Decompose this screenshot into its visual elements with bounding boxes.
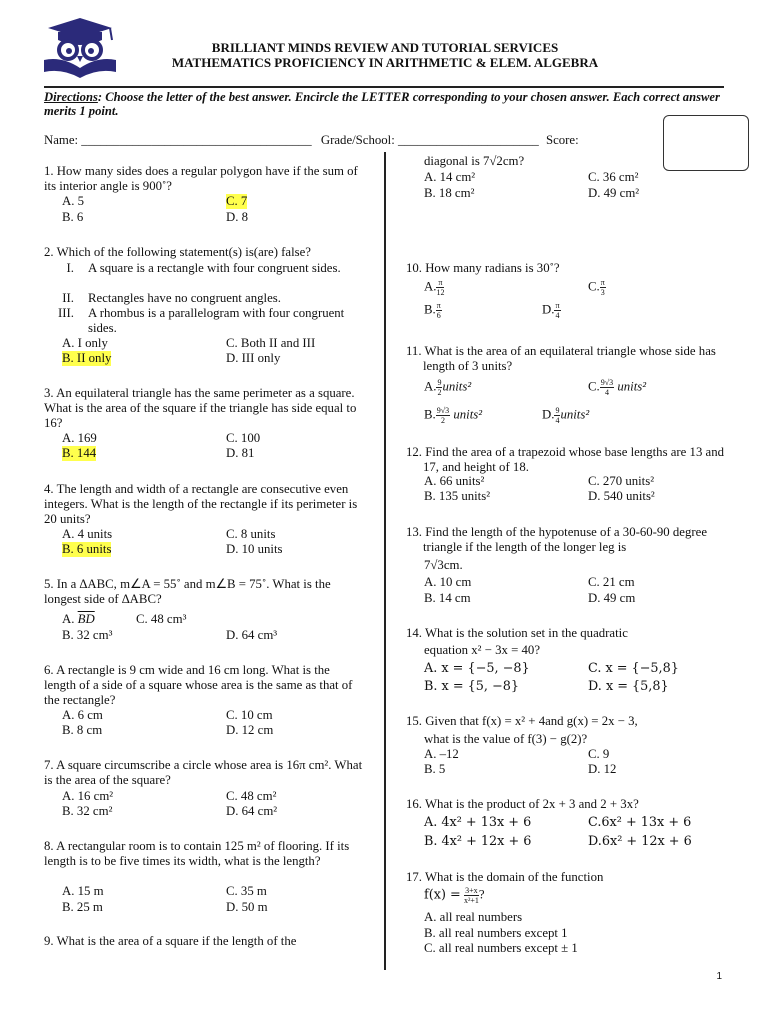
q11-option-d[interactable]: D. $\frac{9}{4}$ units²: [542, 406, 590, 425]
q4-option-d[interactable]: D. 10 units: [226, 542, 283, 556]
q13-option-a[interactable]: A. 10 cm: [424, 575, 472, 589]
q7-option-a[interactable]: A. 16 cm²: [62, 789, 114, 803]
directions: Directions: Choose the letter of the best answer. Encircle the LETTER corresponding to your chosen answer. Each correct answer merits 1 point.: [44, 90, 720, 118]
q5-option-a[interactable]: A. $\overline{BD}$: [62, 612, 95, 626]
q17-option-a[interactable]: A. all real numbers: [424, 910, 523, 924]
q8-option-d[interactable]: D. 50 m: [226, 900, 268, 914]
q12-option-a[interactable]: A. 66 units²: [424, 474, 485, 488]
question-9-continued: diagonal is 7√2cm?: [424, 154, 525, 168]
column-divider: [384, 152, 386, 970]
q10-option-d[interactable]: D. $\frac{\pi}{4}$: [542, 301, 560, 320]
q14-option-c[interactable]: C. x = {−5,8}: [588, 661, 679, 676]
q5-option-d[interactable]: D. 64 cm³: [226, 628, 278, 642]
q16-option-b[interactable]: B. 4x² + 12x + 6: [424, 834, 532, 849]
name-field[interactable]: Name: ____________________________________: [44, 133, 312, 147]
q11-option-b[interactable]: B. $\frac{9√3}{2}$ units²: [424, 406, 483, 425]
q11-option-c[interactable]: C. $\frac{9√3}{4}$ units²: [588, 378, 647, 397]
question-6: 6. A rectangle is 9 cm wide and 16 cm long. What is the length of a side of a square whose area is the same as that of the rectangle?: [44, 663, 353, 707]
question-3: 3. An equilateral triangle has the same perimeter as a square. What is the area of the square if the triangle has side equal to 16?: [44, 386, 357, 430]
q16-option-a[interactable]: A. 4x² + 13x + 6: [424, 815, 532, 830]
q2-option-d[interactable]: D. III only: [226, 351, 281, 365]
header-rule: [44, 86, 724, 88]
school-field[interactable]: Grade/School: ______________________: [320, 133, 539, 147]
q8-option-c[interactable]: C. 35 m: [226, 884, 267, 898]
q3-option-a[interactable]: A. 169: [62, 431, 97, 445]
q1-option-b[interactable]: B. 6: [62, 210, 84, 224]
q8-option-a[interactable]: A. 15 m: [62, 884, 104, 898]
question-10: 10. How many radians is 30˚?: [406, 261, 560, 275]
q9-option-d[interactable]: D. 49 cm²: [588, 186, 640, 200]
question-7: 7. A square circumscribe a circle whose area is 16π cm². What is the area of the square?: [44, 758, 363, 787]
q16-option-c[interactable]: C.6x² + 13x + 6: [588, 815, 692, 830]
question-9: 9. What is the area of a square if the length of the: [44, 934, 297, 948]
question-17: 17. What is the domain of the function: [406, 870, 604, 884]
q1-option-d[interactable]: D. 8: [226, 210, 249, 224]
q12-option-c[interactable]: C. 270 units²: [588, 474, 655, 488]
q5-option-c[interactable]: C. 48 cm³: [136, 612, 187, 626]
q1-option-c[interactable]: C. 7: [226, 194, 248, 208]
q10-option-c[interactable]: C. $\frac{\pi}{3}$: [588, 278, 605, 297]
student-info-row: [44, 133, 674, 148]
owl-logo: [38, 16, 122, 78]
q3-option-b[interactable]: B. 144: [62, 446, 97, 460]
q16-option-d[interactable]: D.6x² + 12x + 6: [588, 834, 692, 849]
q10-option-b[interactable]: B. $\frac{\pi}{6}$: [424, 301, 441, 320]
page-number: 1: [716, 971, 722, 982]
q8-option-b[interactable]: B. 25 m: [62, 900, 103, 914]
q15-option-d[interactable]: D. 12: [588, 762, 617, 776]
question-13-value: 7√3cm.: [424, 558, 463, 572]
q1-option-a[interactable]: A. 5: [62, 194, 85, 208]
q9-option-b[interactable]: B. 18 cm²: [424, 186, 475, 200]
q15-option-a[interactable]: A. –12: [424, 747, 459, 761]
q9-option-c[interactable]: C. 36 cm²: [588, 170, 639, 184]
question-13: 13. Find the length of the hypotenuse of a 30-60-90 degree triangle if the length of the longer leg is: [406, 525, 708, 554]
q6-option-b[interactable]: B. 8 cm: [62, 723, 103, 737]
q9-option-a[interactable]: A. 14 cm²: [424, 170, 476, 184]
question-4: 4. The length and width of a rectangle are consecutive even integers. What is the length of the rectangle if its perimeter is 20 units?: [44, 482, 358, 526]
question-11: 11. What is the area of an equilateral triangle whose side has length of 3 units?: [406, 344, 716, 373]
q14-option-a[interactable]: A. x = {−5, −8}: [424, 661, 530, 676]
q2-option-b[interactable]: B. II only: [62, 351, 112, 365]
q7-option-d[interactable]: D. 64 cm²: [226, 804, 278, 818]
question-8: 8. A rectangular room is to contain 125 m² of flooring. If its length is to be five times its width, what is the length?: [44, 839, 350, 868]
q2-option-c[interactable]: C. Both II and III: [226, 336, 316, 350]
q13-option-c[interactable]: C. 21 cm: [588, 575, 635, 589]
q2-option-a[interactable]: A. I only: [62, 336, 108, 350]
q7-option-c[interactable]: C. 48 cm²: [226, 789, 277, 803]
q4-option-c[interactable]: C. 8 units: [226, 527, 276, 541]
q13-option-d[interactable]: D. 49 cm: [588, 591, 636, 605]
question-14: 14. What is the solution set in the quadratic: [406, 626, 628, 640]
q2-statement-1: I. A square is a rectangle with four congruent sides.: [66, 261, 341, 275]
q4-option-a[interactable]: A. 4 units: [62, 527, 113, 541]
q6-option-d[interactable]: D. 12 cm: [226, 723, 274, 737]
q12-option-b[interactable]: B. 135 units²: [424, 489, 491, 503]
q3-option-d[interactable]: D. 81: [226, 446, 255, 460]
q14-option-d[interactable]: D. x = {5,8}: [588, 679, 669, 694]
q13-option-b[interactable]: B. 14 cm: [424, 591, 471, 605]
q5-option-b[interactable]: B. 32 cm³: [62, 628, 113, 642]
q3-option-c[interactable]: C. 100: [226, 431, 261, 445]
question-5: 5. In a ∆ABC, m∠A = 55˚ and m∠B = 75˚. What is the longest side of ∆ABC?: [44, 577, 331, 606]
org-title: BRILLIANT MINDS REVIEW AND TUTORIAL SERVICES: [211, 40, 559, 55]
question-12: 12. Find the area of a trapezoid whose base lengths are 13 and 17, and height of 18.: [406, 445, 725, 474]
q15-option-b[interactable]: B. 5: [424, 762, 446, 776]
score-label: Score:: [545, 133, 579, 147]
q12-option-d[interactable]: D. 540 units²: [588, 489, 655, 503]
q14-option-b[interactable]: B. x = {5, −8}: [424, 679, 520, 694]
q2-statement-2: II. Rectangles have no congruent angles.: [62, 291, 281, 305]
q6-option-c[interactable]: C. 10 cm: [226, 708, 273, 722]
q17-option-c[interactable]: C. all real numbers except ± 1: [424, 941, 578, 955]
q11-option-a[interactable]: A. $\frac{9}{2}$ units²: [424, 378, 472, 397]
question-17-function: f(x) = $\frac{3+x}{\text{x²+1}}$ ?: [424, 886, 485, 905]
question-16: 16. What is the product of 2x + 3 and 2 + 3x?: [406, 797, 639, 811]
question-14-equation: equation x² − 3x = 40?: [424, 643, 541, 657]
q15-option-c[interactable]: C. 9: [588, 747, 610, 761]
q10-option-a[interactable]: A. $\frac{\pi}{12}$: [424, 278, 445, 297]
q6-option-a[interactable]: A. 6 cm: [62, 708, 103, 722]
question-2: 2. Which of the following statement(s) is(are) false?: [44, 245, 311, 259]
exam-title: MATHEMATICS PROFICIENCY IN ARITHMETIC & ELEM. ALGEBRA: [171, 55, 599, 70]
q7-option-b[interactable]: B. 32 cm²: [62, 804, 113, 818]
question-15-expression: what is the value of f(3) − g(2)?: [424, 732, 588, 746]
q2-statement-3: III. A rhombus is a parallelogram with four congruent sides.: [58, 306, 345, 335]
question-15: 15. Given that f(x) = x² + 4and g(x) = 2x − 3,: [406, 714, 638, 728]
q4-option-b[interactable]: B. 6 units: [62, 542, 112, 556]
question-1: 1. How many sides does a regular polygon have if the sum of its interior angle is 900˚?: [44, 164, 358, 193]
q17-option-b[interactable]: B. all real numbers except 1: [424, 926, 568, 940]
